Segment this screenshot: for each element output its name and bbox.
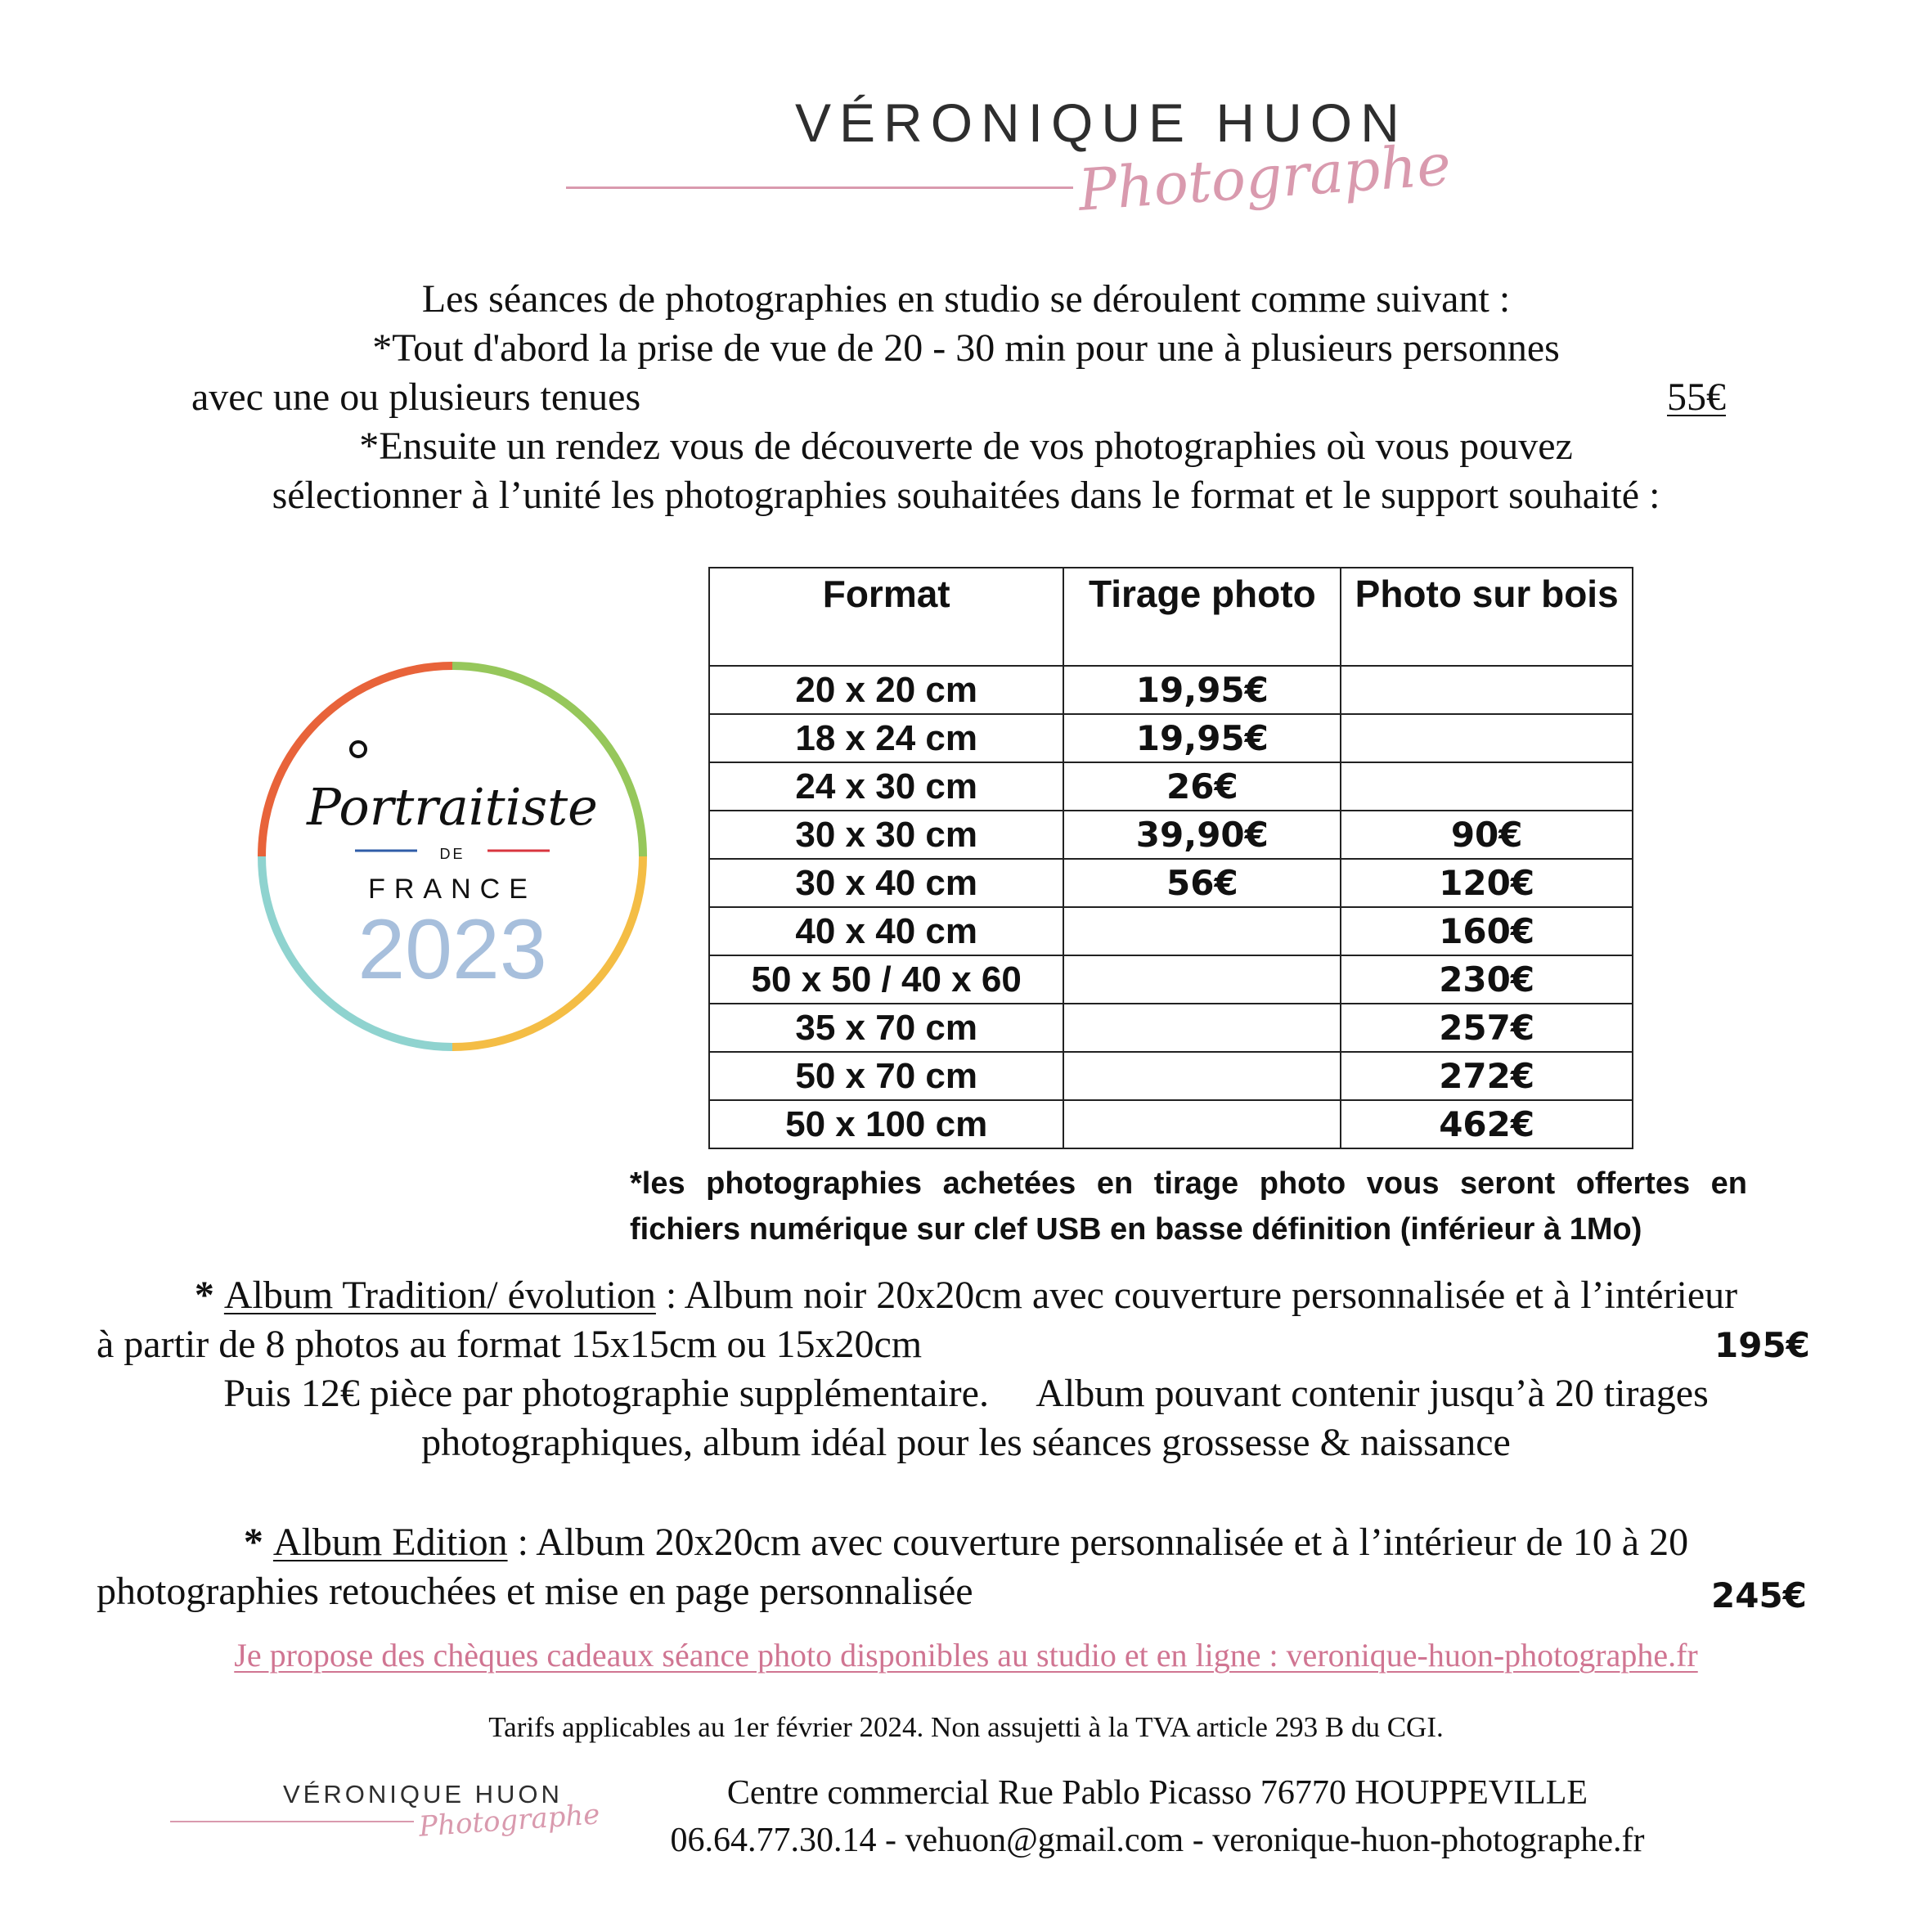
album-edition-price: 245€ (1711, 1575, 1807, 1615)
cell-photo-sur-bois: 462€ (1341, 1100, 1633, 1148)
intro-line-1: Les séances de photographies en studio se déroulent comme suivant : (421, 277, 1511, 321)
album-edition-prefix: * (243, 1521, 273, 1564)
intro-line-4: *Ensuite un rendez vous de découverte de vos photographies où vous pouvez (359, 425, 1573, 468)
cell-photo-sur-bois (1341, 762, 1633, 811)
footnote-line-2: fichiers numérique sur clef USB en basse définition (inférieur à 1Mo) (630, 1212, 1642, 1247)
cell-format: 35 x 70 cm (709, 1004, 1063, 1052)
cell-format: 30 x 30 cm (709, 811, 1063, 859)
cell-tirage-photo (1063, 1052, 1341, 1100)
cell-photo-sur-bois: 230€ (1341, 955, 1633, 1004)
album-tradition-prefix: * (194, 1274, 224, 1317)
intro-line-5: sélectionner à l’unité les photographies souhaitées dans le format et le support souhaité : (272, 474, 1660, 517)
tarifs-note: Tarifs applicables au 1er février 2024. Non assujetti à la TVA article 293 B du CGI. (488, 1711, 1444, 1743)
album-tradition-desc: : Album noir 20x20cm avec couverture personnalisée et à l’intérieur (655, 1274, 1738, 1317)
logo-script: Photographe (1076, 131, 1453, 224)
table-row (709, 1100, 1633, 1148)
cell-tirage-photo: 19,95€ (1063, 714, 1341, 762)
table-body (709, 666, 1633, 1148)
album-tradition-line-4: photographiques, album idéal pour les séances grossesse & naissance (421, 1421, 1511, 1464)
album-edition-desc: : Album 20x20cm avec couverture personnalisée et à l’intérieur de 10 à 20 (507, 1521, 1689, 1564)
header-photo-sur-bois: Photo sur bois (1341, 568, 1633, 666)
cell-tirage-photo (1063, 1004, 1341, 1052)
footer-logo-underline (170, 1821, 414, 1822)
footer-logo-script: Photographe (417, 1798, 601, 1844)
cell-photo-sur-bois: 272€ (1341, 1052, 1633, 1100)
cell-format: 18 x 24 cm (709, 714, 1063, 762)
cell-tirage-photo: 56€ (1063, 859, 1341, 907)
price-table (708, 567, 1633, 1149)
album-tradition-line-2: à partir de 8 photos au format 15x15cm ou 15x20cm (97, 1323, 923, 1366)
table-row (709, 762, 1633, 811)
header-tirage-photo: Tirage photo (1063, 568, 1341, 666)
album-edition-line-1 (0, 1520, 1932, 1565)
table-row (709, 955, 1633, 1004)
gift-voucher-link[interactable]: Je propose des chèques cadeaux séance photo disponibles au studio et en ligne : veronique-huon-photographe.fr (234, 1637, 1698, 1674)
cell-tirage-photo: 39,90€ (1063, 811, 1341, 859)
cell-photo-sur-bois (1341, 714, 1633, 762)
table-row (709, 859, 1633, 907)
cell-photo-sur-bois (1341, 666, 1633, 714)
table-row (709, 1052, 1633, 1100)
cell-photo-sur-bois: 257€ (1341, 1004, 1633, 1052)
cell-format: 50 x 70 cm (709, 1052, 1063, 1100)
cell-tirage-photo (1063, 907, 1341, 955)
header-format: Format (709, 568, 1063, 666)
album-edition-title: Album Edition (272, 1521, 508, 1564)
cell-tirage-photo: 26€ (1063, 762, 1341, 811)
cell-tirage-photo (1063, 1100, 1341, 1148)
cell-tirage-photo: 19,95€ (1063, 666, 1341, 714)
cell-format: 20 x 20 cm (709, 666, 1063, 714)
table-row (709, 1004, 1633, 1052)
footer-address: Centre commercial Rue Pablo Picasso 76770 HOUPPEVILLE (726, 1774, 1588, 1812)
session-price: 55€ (1667, 375, 1726, 419)
album-edition-line-2: photographies retouchées et mise en page personnalisée (97, 1570, 973, 1613)
cell-photo-sur-bois: 120€ (1341, 859, 1633, 907)
logo-underline (566, 186, 1073, 189)
table-row (709, 714, 1633, 762)
badge-year: 2023 (357, 902, 547, 997)
badge-country: FRANCE (368, 874, 537, 905)
table-header-row (709, 568, 1633, 666)
intro-line-3: avec une ou plusieurs tenues (191, 375, 641, 419)
footer-logo-name: VÉRONIQUE HUON (283, 1780, 563, 1808)
table-row (709, 907, 1633, 955)
logo-name: VÉRONIQUE HUON (795, 92, 1408, 153)
cell-format: 50 x 50 / 40 x 60 (709, 955, 1063, 1004)
album-tradition-title: Album Tradition/ évolution (223, 1274, 656, 1317)
cell-format: 50 x 100 cm (709, 1100, 1063, 1148)
cell-format: 30 x 40 cm (709, 859, 1063, 907)
cell-photo-sur-bois: 90€ (1341, 811, 1633, 859)
badge-dot-icon (351, 742, 366, 757)
cell-photo-sur-bois: 160€ (1341, 907, 1633, 955)
album-tradition-line-1 (0, 1273, 1932, 1318)
table-row (709, 811, 1633, 859)
intro-line-2: *Tout d'abord la prise de vue de 20 - 30 min pour une à plusieurs personnes (372, 326, 1560, 370)
badge-de: DE (439, 846, 465, 862)
cell-format: 40 x 40 cm (709, 907, 1063, 955)
cell-tirage-photo (1063, 955, 1341, 1004)
album-tradition-price: 195€ (1714, 1325, 1810, 1365)
footnote-line-1: *les photographies achetées en tirage photo vous seront offertes en (630, 1166, 1747, 1201)
footer-contact[interactable]: 06.64.77.30.14 - vehuon@gmail.com - veronique-huon-photographe.fr (670, 1822, 1645, 1859)
table-row (709, 666, 1633, 714)
album-tradition-line-3: Puis 12€ pièce par photographie supplémentaire. Album pouvant contenir jusqu’à 20 tirages (223, 1372, 1709, 1415)
portraitiste-badge (257, 661, 648, 1052)
badge-title: Portraitiste (307, 777, 598, 837)
cell-format: 24 x 30 cm (709, 762, 1063, 811)
